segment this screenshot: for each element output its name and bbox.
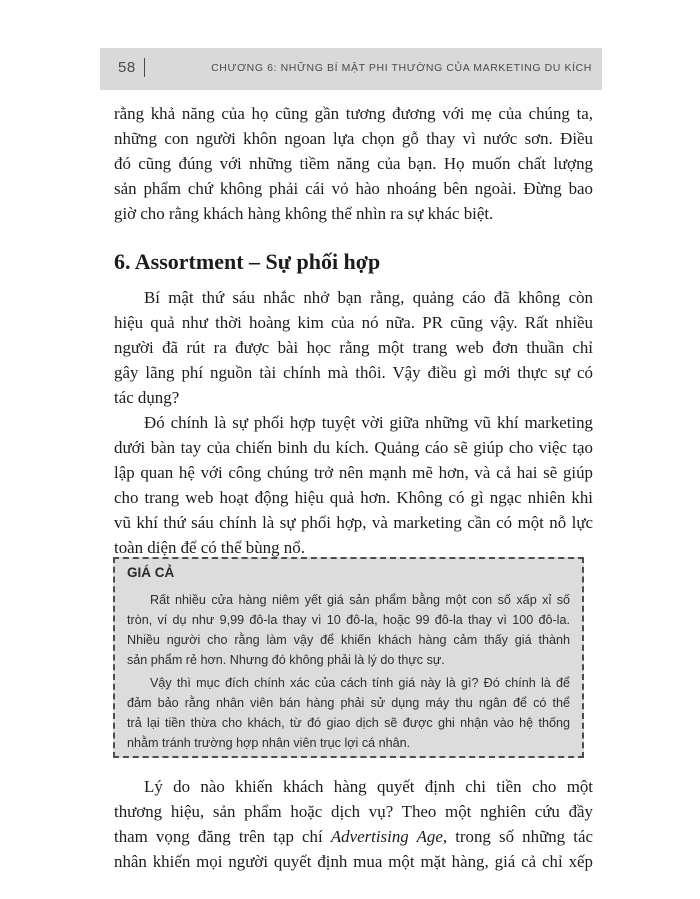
text-line: thương hiệu, sản phẩm hoặc dịch vụ? Theo một nghiên cứu đầy bbox=[114, 802, 593, 821]
magazine-title: Advertising Age bbox=[330, 827, 443, 846]
text-line: nhân khiến mọi người quyết định mua một mặt hàng, giá cả chỉ xếp bbox=[114, 852, 593, 871]
text-line: cho trang web hoạt động hiệu quả hơn. Không có gì ngạc nhiên khi bbox=[114, 488, 593, 507]
sidebar-title: GIÁ CẢ bbox=[127, 565, 175, 580]
sidebar-line: đảm bảo rằng nhân viên bán hàng phải sử dụng máy thu ngân để có thể bbox=[127, 696, 570, 710]
text-line: người đã rút ra được bài học rằng một trang web đơn thuần chỉ bbox=[114, 338, 593, 357]
sidebar-line: sản phẩm rẻ hơn. Nhưng đó không phải là lý do thực sự. bbox=[127, 653, 445, 667]
text-line: gây lãng phí nguồn tài chính mà thôi. Vậy điều gì mới thực sự có bbox=[114, 363, 593, 382]
text-run: tham vọng đăng trên tạp chí bbox=[114, 827, 331, 846]
text-line: lập quan hệ với công chúng trở nên mạnh mẽ hơn, và cả hai sẽ giúp bbox=[114, 463, 593, 482]
text-line: Bí mật thứ sáu nhắc nhở bạn rằng, quảng cáo đã không còn bbox=[144, 288, 593, 307]
sidebar-line: tròn, ví dụ như 9,99 đô-la thay vì 10 đô-la, hoặc 99 đô-la thay vì 100 đô-la. bbox=[127, 613, 570, 627]
text-line: toàn diện để có thể bùng nổ. bbox=[114, 538, 305, 557]
text-line: sản phẩm chứ không phải cái vỏ hào nhoáng bên ngoài. Đừng bao bbox=[114, 179, 593, 198]
text-line: Đó chính là sự phối hợp tuyệt vời giữa những vũ khí marketing bbox=[144, 413, 593, 432]
text-run: , trong số những tác bbox=[442, 827, 593, 846]
sidebar-line: Rất nhiều cửa hàng niêm yết giá sản phẩm bằng một con số xấp xỉ số bbox=[150, 593, 570, 607]
text-line: dưới bàn tay của chiến binh du kích. Quảng cáo sẽ giúp cho việc tạo bbox=[114, 438, 593, 457]
header-divider bbox=[144, 58, 145, 77]
text-line: Lý do nào khiến khách hàng quyết định chi tiền cho một bbox=[144, 777, 593, 796]
sidebar-line: Nhiều người cho rằng làm vậy để khiến khách hàng cảm thấy giá thành bbox=[127, 633, 570, 647]
page-number: 58 bbox=[118, 59, 136, 76]
text-line: hiệu quả như thời hoàng kim của nó nữa. PR cũng vậy. Rất nhiều bbox=[114, 313, 593, 332]
text-line: đó cũng đúng với những tiềm năng của bạn. Họ muốn chất lượng bbox=[114, 154, 593, 173]
sidebar-line: nhằm tránh trường hợp nhân viên trục lợi cá nhân. bbox=[127, 736, 411, 750]
text-line: giờ cho rằng khách hàng không thể nhìn ra sự khác biệt. bbox=[114, 204, 494, 223]
text-line: những con người khôn ngoan lựa chọn gỗ thay vì nước sơn. Điều bbox=[114, 129, 593, 148]
chapter-title: CHƯƠNG 6: NHỮNG BÍ MẬT PHI THƯỜNG CỦA MARKETING DU KÍCH bbox=[211, 62, 592, 74]
text-line: vũ khí thứ sáu chính là sự phối hợp, và marketing cần có một nỗ lực bbox=[114, 513, 593, 532]
sidebar-line: trả lại tiền thừa cho khách, từ đó giao dịch sẽ được ghi nhận vào hệ thống bbox=[127, 716, 570, 730]
text-line: tác dụng? bbox=[114, 388, 180, 407]
section-heading: 6. Assortment – Sự phối hợp bbox=[114, 249, 381, 274]
sidebar-line: Vậy thì mục đích chính xác của cách tính giá này là gì? Đó chính là để bbox=[150, 676, 570, 690]
text-line: rằng khả năng của họ cũng gần tương đương với mẹ của chúng ta, bbox=[114, 104, 593, 123]
text-line bbox=[114, 827, 593, 847]
